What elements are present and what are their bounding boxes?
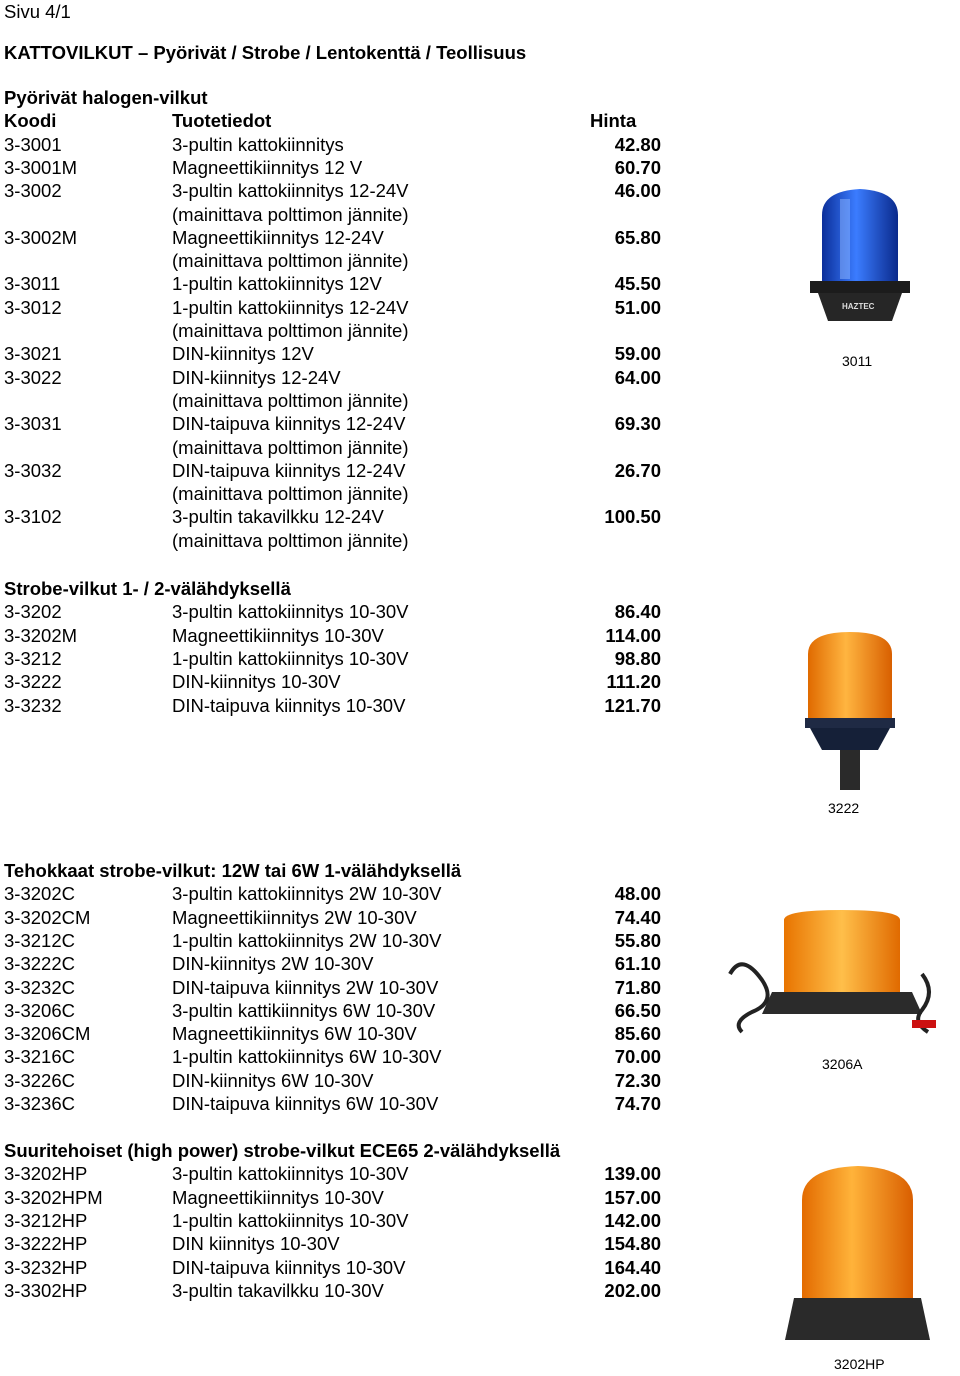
row-description: DIN-taipuva kiinnitys 12-24V: [172, 413, 406, 435]
row-description: 1-pultin kattokiinnitys 10-30V: [172, 1209, 409, 1231]
amber-high-power-beacon-icon: [780, 1160, 935, 1350]
section-heading: Pyörivät halogen-vilkut: [4, 87, 208, 108]
row-code: 3-3206C: [4, 999, 75, 1021]
row-code: 3-3202HPM: [4, 1186, 103, 1208]
section-heading: Tehokkaat strobe-vilkut: 12W tai 6W 1-välähdyksellä: [4, 860, 462, 881]
row-code: 3-3232: [4, 694, 62, 716]
row-code: 3-3232HP: [4, 1256, 88, 1278]
row-price: 85.60: [614, 1023, 661, 1045]
row-description: Magneettikiinnitys 10-30V: [172, 1186, 384, 1208]
row-code: 3-3232C: [4, 976, 75, 998]
row-code: 3-3032: [4, 459, 62, 481]
row-price: 66.50: [614, 999, 661, 1021]
row-price: 74.40: [614, 906, 661, 928]
row-code: 3-3222HP: [4, 1233, 88, 1255]
row-price: 71.80: [614, 976, 661, 998]
row-code: 3-3002: [4, 180, 62, 202]
row-description: Magneettikiinnitys 12 V: [172, 156, 363, 178]
row-code: 3-3226C: [4, 1069, 75, 1091]
row-description: 3-pultin takavilkku 10-30V: [172, 1279, 384, 1301]
row-code: 3-3031: [4, 413, 62, 435]
row-description: DIN-kiinnitys 2W 10-30V: [172, 953, 374, 975]
row-description: 3-pultin kattikiinnitys 6W 10-30V: [172, 999, 436, 1021]
row-note: (mainittava polttimon jännite): [172, 203, 409, 225]
row-code: 3-3022: [4, 366, 62, 388]
row-price: 139.00: [604, 1163, 661, 1185]
row-description: DIN-taipuva kiinnitys 10-30V: [172, 1256, 406, 1278]
row-description: 1-pultin kattokiinnitys 6W 10-30V: [172, 1046, 442, 1068]
row-price: 70.00: [614, 1046, 661, 1068]
column-header-code: Koodi: [4, 110, 57, 132]
row-price: 60.70: [614, 156, 661, 178]
row-price: 114.00: [605, 624, 661, 646]
row-note: (mainittava polttimon jännite): [172, 436, 409, 458]
blue-rotating-beacon-icon: [800, 185, 920, 325]
row-description: DIN-taipuva kiinnitys 6W 10-30V: [172, 1093, 439, 1114]
row-note: (mainittava polttimon jännite): [172, 529, 409, 551]
row-code: 3-3012: [4, 296, 62, 318]
row-description: 3-pultin kattokiinnitys 10-30V: [172, 1163, 409, 1185]
page-label: Sivu 4/1: [4, 1, 71, 22]
row-price: 42.80: [614, 133, 661, 155]
image-caption-3011: 3011: [842, 353, 873, 369]
row-price: 26.70: [614, 459, 661, 481]
row-code: 3-3202HP: [4, 1163, 88, 1185]
row-price: 64.00: [614, 366, 661, 388]
row-description: 3-pultin takavilkku 12-24V: [172, 506, 384, 528]
amber-strobe-din-beacon-icon: [800, 630, 900, 795]
row-description: 3-pultin kattokiinnitys 2W 10-30V: [172, 883, 442, 905]
row-description: DIN-kiinnitys 12V: [172, 343, 314, 365]
row-price: 164.40: [604, 1256, 661, 1278]
row-description: 3-pultin kattokiinnitys 10-30V: [172, 601, 409, 623]
row-description: DIN-kiinnitys 10-30V: [172, 671, 341, 693]
row-price: 142.00: [604, 1209, 661, 1231]
row-description: Magneettikiinnitys 10-30V: [172, 624, 384, 646]
row-description: 1-pultin kattokiinnitys 2W 10-30V: [172, 929, 442, 951]
row-description: 1-pultin kattokiinnitys 12V: [172, 273, 382, 295]
beacon-brand-label: HAZTEC: [842, 302, 875, 311]
image-caption-3206a: 3206A: [822, 1056, 863, 1072]
row-code: 3-3001: [4, 133, 62, 155]
row-price: 55.80: [614, 929, 661, 951]
row-note: (mainittava polttimon jännite): [172, 483, 409, 505]
row-description: DIN kiinnitys 10-30V: [172, 1233, 340, 1255]
section-heading: Suuritehoiset (high power) strobe-vilkut ECE65 2-välähdyksellä: [4, 1140, 561, 1161]
row-code: 3-3202M: [4, 624, 78, 646]
row-price: 65.80: [614, 226, 661, 248]
row-price: 51.00: [614, 296, 661, 318]
row-code: 3-3206CM: [4, 1023, 91, 1045]
row-description: DIN-taipuva kiinnitys 12-24V: [172, 459, 406, 481]
row-description: DIN-taipuva kiinnitys 2W 10-30V: [172, 976, 439, 998]
row-price: 69.30: [614, 413, 661, 435]
row-description: DIN-kiinnitys 12-24V: [172, 366, 341, 388]
row-code: 3-3222C: [4, 953, 75, 975]
row-code: 3-3202CM: [4, 906, 91, 928]
row-price: 157.00: [604, 1186, 661, 1208]
row-description: 1-pultin kattokiinnitys 10-30V: [172, 647, 409, 669]
row-price: 154.80: [604, 1233, 661, 1255]
row-description: 3-pultin kattokiinnitys: [172, 133, 344, 155]
row-note: (mainittava polttimon jännite): [172, 320, 409, 341]
row-description: DIN-kiinnitys 6W 10-30V: [172, 1069, 374, 1091]
row-price: 202.00: [604, 1279, 661, 1301]
row-note: (mainittava polttimon jännite): [172, 250, 409, 272]
row-description: 3-pultin kattokiinnitys 12-24V: [172, 180, 409, 202]
row-code: 3-3212: [4, 647, 62, 669]
column-header-desc: Tuotetiedot: [172, 110, 272, 132]
row-price: 111.20: [606, 671, 661, 693]
row-code: 3-3001M: [4, 156, 78, 178]
row-price: 121.70: [604, 694, 661, 716]
amber-magnetic-beacon-icon: [722, 882, 942, 1042]
row-description: Magneettikiinnitys 2W 10-30V: [172, 906, 417, 928]
page-title: KATTOVILKUT – Pyörivät / Strobe / Lentokenttä / Teollisuus: [4, 42, 527, 63]
image-caption-3202hp: 3202HP: [834, 1356, 885, 1372]
row-price: 74.70: [614, 1093, 661, 1114]
row-description: 1-pultin kattokiinnitys 12-24V: [172, 296, 409, 318]
row-code: 3-3202C: [4, 883, 75, 905]
row-note: (mainittava polttimon jännite): [172, 389, 409, 411]
row-price: 59.00: [614, 343, 661, 365]
row-description: Magneettikiinnitys 12-24V: [172, 226, 384, 248]
row-code: 3-3222: [4, 671, 62, 693]
row-description: Magneettikiinnitys 6W 10-30V: [172, 1023, 417, 1045]
row-description: DIN-taipuva kiinnitys 10-30V: [172, 694, 406, 716]
column-header-price: Hinta: [590, 110, 637, 132]
row-price: 100.50: [604, 506, 661, 528]
row-price: 86.40: [614, 601, 661, 623]
row-price: 98.80: [614, 647, 661, 669]
row-price: 46.00: [614, 180, 661, 202]
row-code: 3-3216C: [4, 1046, 75, 1068]
row-code: 3-3212HP: [4, 1209, 88, 1231]
row-code: 3-3002M: [4, 226, 78, 248]
section-heading: Strobe-vilkut 1- / 2-välähdyksellä: [4, 578, 291, 599]
row-code: 3-3021: [4, 343, 62, 365]
row-price: 48.00: [614, 883, 661, 905]
row-code: 3-3011: [4, 273, 61, 295]
row-price: 61.10: [614, 953, 661, 975]
image-caption-3222: 3222: [828, 800, 860, 816]
row-code: 3-3236C: [4, 1093, 75, 1114]
row-code: 3-3102: [4, 506, 62, 528]
row-price: 72.30: [614, 1069, 661, 1091]
row-price: 45.50: [614, 273, 661, 295]
row-code: 3-3302HP: [4, 1279, 88, 1301]
row-code: 3-3202: [4, 601, 62, 623]
row-code: 3-3212C: [4, 929, 75, 951]
